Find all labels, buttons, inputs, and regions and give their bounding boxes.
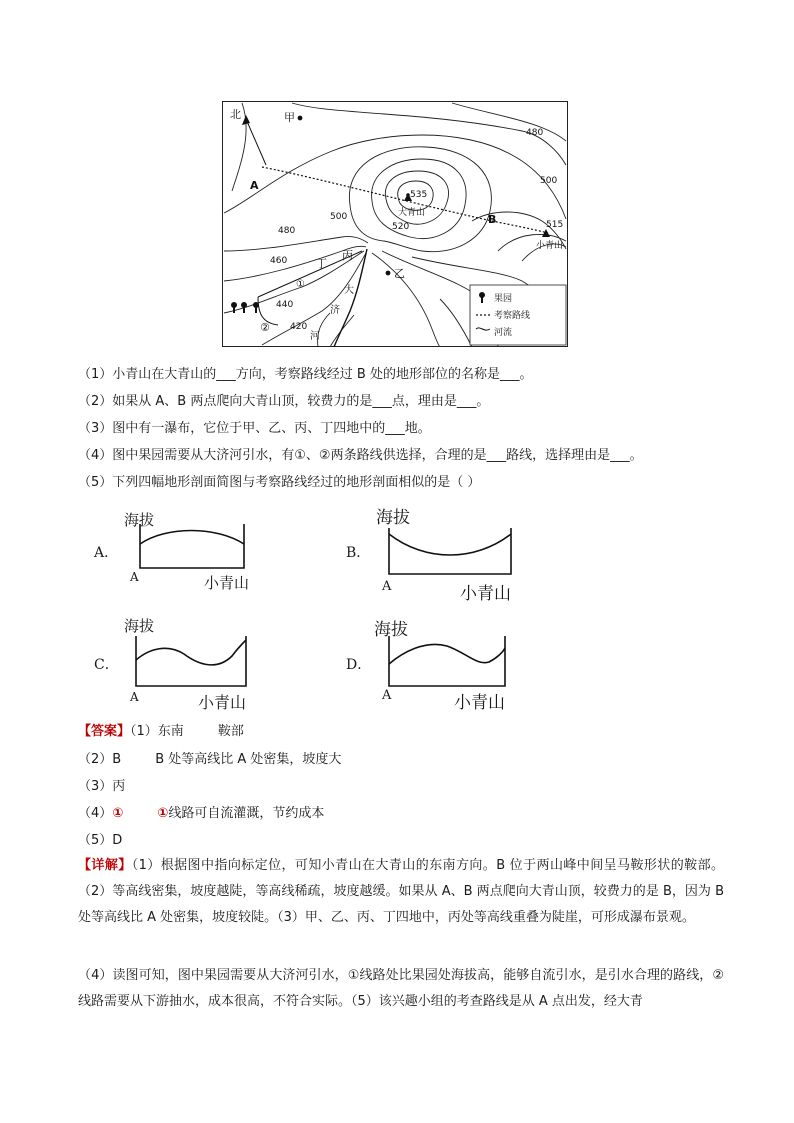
answer-line-3 — [78, 778, 125, 796]
river-label-da: 大 — [344, 285, 354, 296]
option-b-ylabel: 海拔 — [376, 508, 410, 528]
answer-tag: 【答案】 — [78, 724, 131, 739]
route-2-label: ② — [260, 321, 270, 334]
legend-route: 考察路线 — [494, 311, 531, 321]
option-c-profile — [132, 636, 250, 688]
bing-label: 丙 — [342, 249, 353, 262]
answer-4-route: ① — [112, 806, 124, 821]
answer-2-point: B — [112, 752, 122, 767]
answer-line-1 — [78, 723, 244, 741]
question-4: （4）图中果园需要从大济河引水，有①、②两条路线供选择，合理的是___路线，选择理由是___。 — [78, 448, 643, 463]
jia-dot — [298, 116, 303, 121]
answer-1-landform: 鞍部 — [217, 724, 244, 739]
route-1-label: ① — [296, 279, 305, 290]
answer-5-num: （5） — [78, 833, 113, 848]
detail-text-2: （4）读图可知，图中果园需要从大济河引水，①线路处比果园处海拔高，能够自流引水，是引水合理的路线，②线路需要从下游抽水，成本很高，不符合实际。（5）该兴趣小组的考查路线是从 A 点出发，经大青 — [78, 968, 724, 1009]
detail-text-1: （1）根据图中指向标定位，可知小青山在大青山的东南方向。B 位于两山峰中间呈马鞍形状的鞍部。（2）等高线密集，坡度越陡，等高线稀疏，坡度越缓。如果从 A、B 两点爬向大青山顶，较费力的是 B，因为 B 处等高线比 A 处密集，坡度较陡。（3）甲、乙、丙、丁四地中，丙处等高线重叠为陡崖，可形成瀑布景观。 — [78, 858, 724, 925]
option-c-start: A — [130, 690, 139, 704]
point-b-label: B — [488, 213, 497, 226]
option-b-letter: B． — [346, 545, 371, 561]
answer-5-choice: D — [112, 833, 123, 848]
map-legend — [470, 285, 566, 345]
answer-1-num: （1） — [130, 724, 158, 739]
option-c-end: 小青山 — [198, 693, 247, 712]
daqing-label: 大青山 — [398, 208, 426, 218]
option-b-end: 小青山 — [460, 584, 511, 604]
elev-460: 460 — [270, 256, 288, 266]
option-c-letter: C． — [94, 657, 119, 673]
option-d-ylabel: 海拔 — [374, 620, 408, 640]
elev-520: 520 — [392, 222, 410, 232]
xiaoqing-label: 小青山 — [536, 241, 564, 251]
detail-paragraph-1 — [78, 853, 724, 931]
point-a-label: A — [250, 179, 259, 192]
elev-440: 440 — [276, 300, 294, 310]
option-c-ylabel: 海拔 — [124, 617, 155, 635]
answer-line-4 — [78, 805, 324, 823]
question-1: （1）小青山在大青山的___方向，考察路线经过 B 处的地形部位的名称是___。 — [78, 367, 533, 382]
answer-3-place: 丙 — [112, 779, 126, 794]
question-2: （2）如果从 A、B 两点爬向大青山顶，较费力的是___点，理由是___。 — [78, 394, 490, 409]
detail-tag: 【详解】 — [78, 858, 132, 873]
elev-500-right: 500 — [540, 176, 558, 186]
option-d-end: 小青山 — [454, 693, 505, 713]
elev-480-right: 480 — [526, 128, 544, 138]
jia-label: 甲 — [284, 111, 295, 124]
question-5: （5）下列四幅地形剖面简图与考察路线经过的地形剖面相似的是（ ） — [78, 475, 481, 490]
answer-1-direction: 东南 — [157, 724, 184, 739]
north-label: 北 — [230, 108, 241, 121]
answer-line-2 — [78, 751, 341, 769]
elev-480-left: 480 — [278, 226, 296, 236]
option-a-end: 小青山 — [204, 574, 250, 592]
answer-2-reason: B 处等高线比 A 处密集，坡度大 — [155, 752, 342, 767]
option-d-profile — [385, 636, 509, 688]
answer-line-5 — [78, 832, 122, 850]
option-d-letter: D． — [346, 657, 372, 673]
option-a-ylabel: 海拔 — [124, 511, 155, 529]
answer-2-num: （2） — [78, 752, 113, 767]
ding-label: 丁 — [316, 257, 327, 270]
answer-4-reason: 线路可自流灌溉，节约成本 — [168, 806, 325, 821]
elev-515: 515 — [546, 220, 564, 230]
detail-paragraph-2 — [78, 963, 724, 1015]
river-label-ji: 济 — [330, 305, 340, 316]
option-d-start: A — [382, 688, 392, 703]
answer-4-reason-circled: ① — [157, 806, 169, 821]
option-b-start: A — [382, 579, 392, 594]
option-b-profile — [385, 528, 515, 576]
answer-4-num: （4） — [78, 806, 113, 821]
elev-535: 535 — [410, 190, 428, 200]
legend-river: 河流 — [494, 328, 513, 338]
option-a-start: A — [130, 570, 139, 584]
question-3: （3）图中有一瀑布，它位于甲、乙、丙、丁四地中的___地。 — [78, 421, 431, 436]
legend-orchard: 果园 — [494, 294, 513, 304]
yi-label: 乙 — [394, 267, 405, 280]
elev-500-center: 500 — [330, 212, 348, 222]
option-a-profile — [136, 524, 248, 570]
option-a-letter: A． — [94, 545, 119, 561]
river-label-he: 河 — [310, 331, 320, 342]
yi-dot — [386, 271, 391, 276]
elev-420: 420 — [290, 322, 308, 332]
answer-3-num: （3） — [78, 779, 113, 794]
contour-map — [222, 101, 568, 347]
